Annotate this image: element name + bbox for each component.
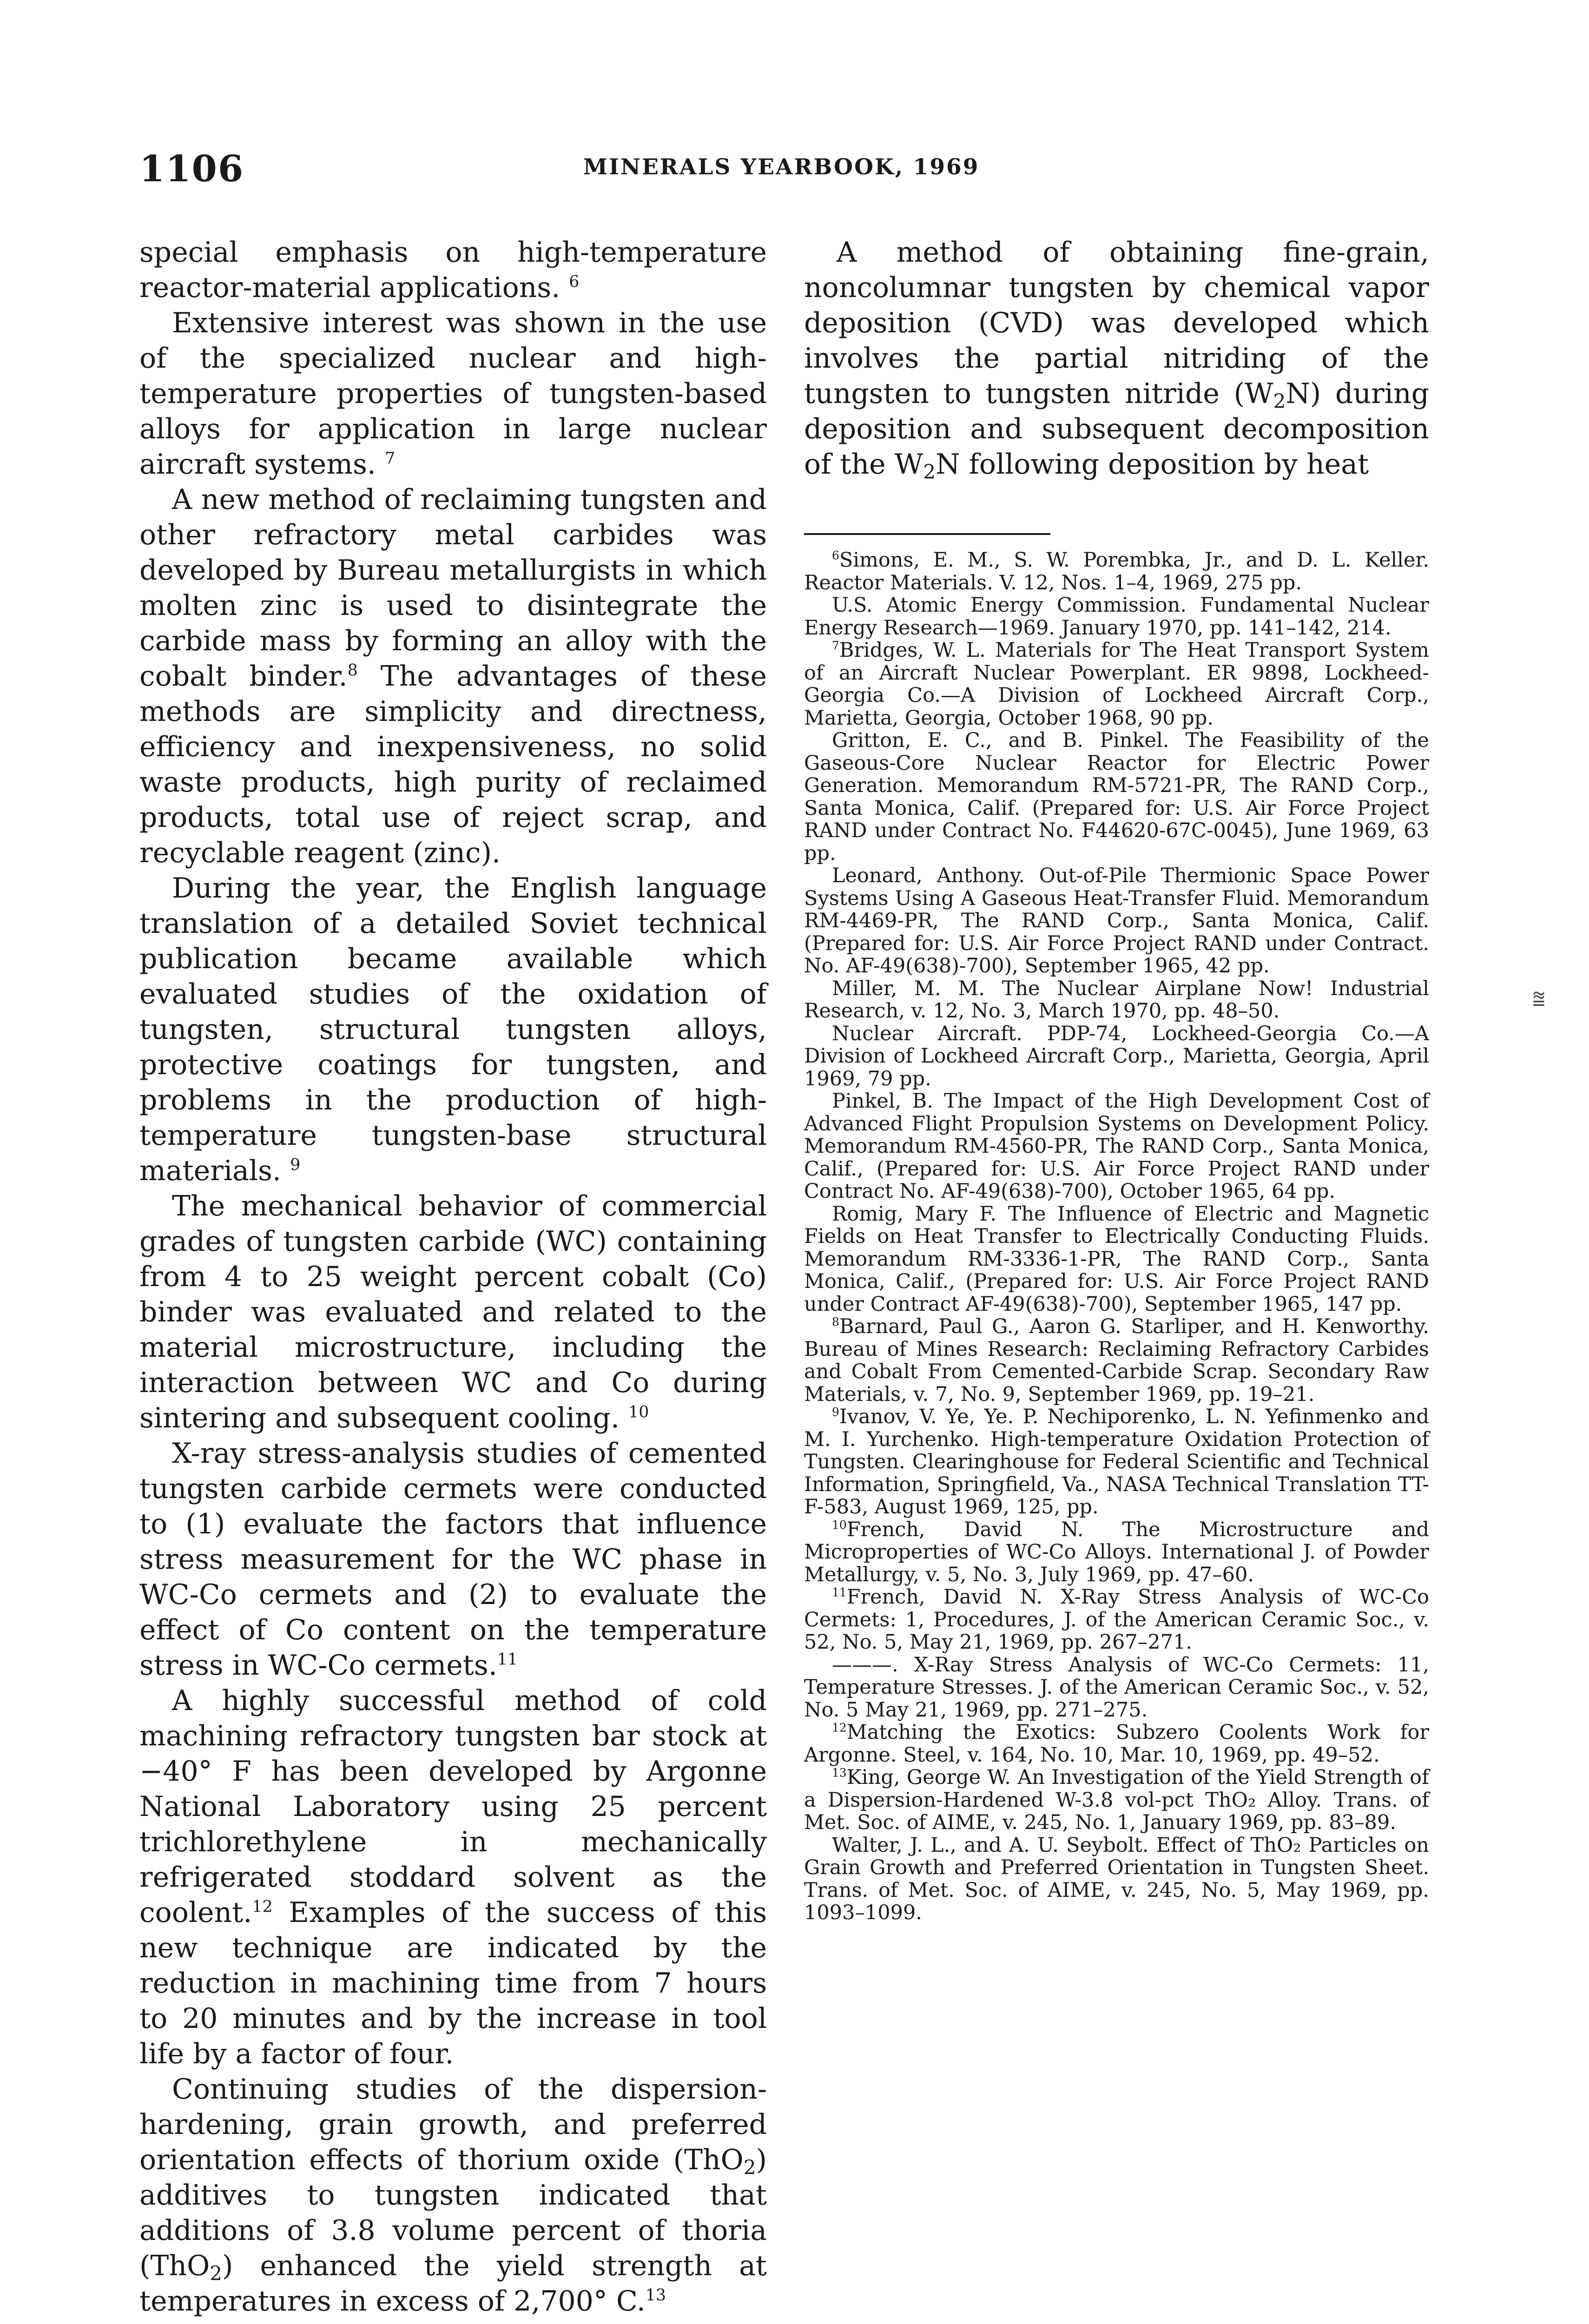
footnote-mark: 7 (832, 639, 839, 653)
running-head: MINERALS YEARBOOK, 1969 (583, 154, 980, 180)
footnote-mark: 13 (832, 1766, 847, 1780)
footnote: $^{13}$King, George W. An Investigation of the Yield Strength of a Dispersion-Hardened W-3.8 vol-pct ThO₂ Alloy. Trans. of Met. Soc. of AIME, v. 245, No. 1, January 1969, pp. 83–89. (804, 1766, 1429, 1834)
footnote-ref-6: 6 (569, 272, 580, 291)
footnote-mark: 12 (832, 1721, 847, 1735)
footnotes (804, 549, 1429, 1924)
footnote: Walter, J. L., and A. U. Seybolt. Effect of ThO₂ Particles on Grain Growth and Preferred Orientation in Tungsten Sheet. Trans. of Met. Soc. of AIME, v. 245, No. 5, May 1969, pp. 1093–1099. (804, 1833, 1429, 1924)
footnote-ref-7: 7 (385, 449, 396, 468)
footnote-ref-11: 11 (497, 1650, 518, 1669)
footnote: $^{12}$Matching the Exotics: Subzero Coolents Work for Argonne. Steel, v. 164, No. 10, Mar. 10, 1969, pp. 49–52. (804, 1721, 1429, 1767)
footnote-divider (804, 533, 1050, 535)
right-column (804, 235, 1429, 1924)
paragraph-thoria: Continuing studies of the dispersion-hardening, grain growth, and preferred orientation effects of thorium oxide (ThO$_2$) additives to tungsten indicated that additions of 3.8 volume percent of thoria (ThO$_2$) enhanced the yield strength at temperatures in excess of 2,700° C.$^{13}$ (139, 2073, 767, 2317)
footnote-mark: 11 (832, 1585, 847, 1599)
footnote-mark: 9 (832, 1405, 839, 1419)
footnote: Pinkel, B. The Impact of the High Development Cost of Advanced Flight Propulsion Systems on Development Policy. Memorandum RM-4560-PR, The RAND Corp., Santa Monica, Calif., (Prepared for: U.S. Air Force Project RAND under Contract No. AF-49(638)-700), October 1965, 64 pp. (804, 1089, 1429, 1203)
footnote: ———. X-Ray Stress Analysis of WC-Co Cermets: 11, Temperature Stresses. J. of the American Ceramic Soc., v. 52, No. 5 May 21, 1969, pp. 271–275. (804, 1653, 1429, 1722)
footnote: Romig, Mary F. The Influence of Electric and Magnetic Fields on Heat Transfer to Electrically Conducting Fluids. Memorandum RM-3336-1-PR, The RAND Corp., Santa Monica, Calif., (Prepared for: U.S. Air Force Project RAND under Contract AF-49(638)-700), September 1965, 147 pp. (804, 1202, 1429, 1316)
footnote: $^{11}$French, David N. X-Ray Stress Analysis of WC-Co Cermets: 1, Procedures, J. of the American Ceramic Soc., v. 52, No. 5, May 21, 1969, pp. 267–271. (804, 1585, 1429, 1654)
paragraph-reclaiming: A new method of reclaiming tungsten and other refractory metal carbides was developed by Bureau metallurgists in which molten zinc is used to disintegrate the carbide mass by forming an alloy with the cobalt binder.$^8$ The advantages of these methods are simplicity and directness, efficiency and inexpensiveness, no solid waste products, high purity of reclaimed products, total use of reject scrap, and recyclable reagent (zinc). (139, 483, 767, 869)
footnote-ref-10: 10 (628, 1403, 649, 1422)
paragraph-reactor-materials: special emphasis on high-temperature reactor-material applications. $^6$ (139, 236, 767, 304)
page-number: 1106 (139, 148, 244, 190)
paragraph-nuclear-aircraft: Extensive interest was shown in the use of the specialized nuclear and high-temperature properties of tungsten-based alloys for application in large nuclear aircraft systems. $^7$ (139, 307, 767, 481)
footnote-ref-8: 8 (347, 661, 358, 680)
footnote: $^{10}$French, David N. The Microstructure and Microproperties of WC-Co Alloys. International J. of Powder Metallurgy, v. 5, No. 3, July 1969, pp. 47–60. (804, 1518, 1429, 1586)
footnote: Miller, M. M. The Nuclear Airplane Now! Industrial Research, v. 12, No. 3, March 1970, pp. 48–50. (804, 977, 1429, 1023)
footnote-ref-9: 9 (290, 1155, 301, 1175)
footnote: Gritton, E. C., and B. Pinkel. The Feasibility of the Gaseous-Core Nuclear Reactor for Electric Power Generation. Memorandum RM-5721-PR, The RAND Corp., Santa Monica, Calif. (Prepared for: U.S. Air Force Project RAND under Contract No. F44620-67C-0045), June 1969, 63 pp. (804, 729, 1429, 865)
footnote-mark: 6 (832, 548, 839, 562)
left-column (139, 235, 767, 2319)
paragraph-xray-stress: X-ray stress-analysis studies of cemented tungsten carbide cermets were conducted to (1) evaluate the factors that influence stress measurement for the WC phase in WC-Co cermets and (2) to evaluate the effect of Co content on the temperature stress in WC-Co cermets.$^{11}$ (139, 1437, 767, 1682)
footnote: $^9$Ivanov, V. Ye, Ye. P. Nechiporenko, L. N. Yefinmenko and M. I. Yurchenko. High-temperature Oxidation Protection of Tungsten. Clearinghouse for Federal Scientific and Technical Information, Springfield, Va., NASA Technical Translation TT-F-583, August 1969, 125, pp. (804, 1405, 1429, 1519)
footnote: $^8$Barnard, Paul G., Aaron G. Starliper, and H. Kenworthy. Bureau of Mines Research: Reclaiming Refractory Carbides and Cobalt From Cemented-Carbide Scrap. Secondary Raw Materials, v. 7, No. 9, September 1969, pp. 19–21. (804, 1315, 1429, 1406)
paragraph-tungsten-carbide: The mechanical behavior of commercial grades of tungsten carbide (WC) containing from 4 to 25 weight percent cobalt (Co) binder was evaluated and related to the material microstructure, including the interaction between WC and Co during sintering and subsequent cooling. $^{10}$ (139, 1190, 767, 1434)
footnote: $^6$Simons, E. M., S. W. Porembka, Jr., and D. L. Keller. Reactor Materials. V. 12, Nos. 1–4, 1969, 275 pp. (804, 548, 1429, 594)
paragraph-cvd: A method of obtaining fine-grain, noncolumnar tungsten by chemical vapor deposition (CVD) was developed which involves the partial nitriding of the tungsten to tungsten nitride $(W_2N)$ during deposition and subsequent decomposition of the $W_2N$ following deposition by heat (804, 236, 1430, 483)
footnote: $^7$Bridges, W. L. Materials for The Heat Transport System of an Aircraft Nuclear Powerplant. ER 9898, Lockheed-Georgia Co.—A Division of Lockheed Aircraft Corp., Marietta, Georgia, October 1968, 90 pp. (804, 639, 1429, 730)
margin-mark: ⩰ (1532, 985, 1546, 1011)
footnote-mark: 8 (832, 1315, 839, 1329)
paragraph-soviet-translation: During the year, the English language translation of a detailed Soviet technical publication became available which evaluated studies of the oxidation of tungsten, structural tungsten alloys, protective coatings for tungsten, and problems in the production of high-temperature tungsten-base structural materials. $^9$ (139, 872, 767, 1187)
footnote-ref-13: 13 (645, 2286, 666, 2305)
footnote-mark: 10 (832, 1518, 847, 1532)
paragraph-cold-machining: A highly successful method of cold machining refractory tungsten bar stock at −40° F has been developed by Argonne National Laboratory using 25 percent trichlorethylene in mechanically refrigerated stoddard solvent as the coolent.$^{12}$ Examples of the success of this new technique are indicated by the reduction in machining time from 7 hours to 20 minutes and by the increase in tool life by a factor of four. (139, 1684, 767, 2070)
footnote: Leonard, Anthony. Out-of-Pile Thermionic Space Power Systems Using A Gaseous Heat-Transfer Fluid. Memorandum RM-4469-PR, The RAND Corp., Santa Monica, Calif. (Prepared for: U.S. Air Force Project RAND under Contract. No. AF-49(638)-700), September 1965, 42 pp. (804, 864, 1429, 977)
footnote: Nuclear Aircraft. PDP-74, Lockheed-Georgia Co.—A Division of Lockheed Aircraft Corp., Marietta, Georgia, April 1969, 79 pp. (804, 1022, 1429, 1090)
footnote-ref-12: 12 (252, 1897, 273, 1916)
footnote: U.S. Atomic Energy Commission. Fundamental Nuclear Energy Research—1969. January 1970, pp. 141–142, 214. (804, 594, 1429, 640)
